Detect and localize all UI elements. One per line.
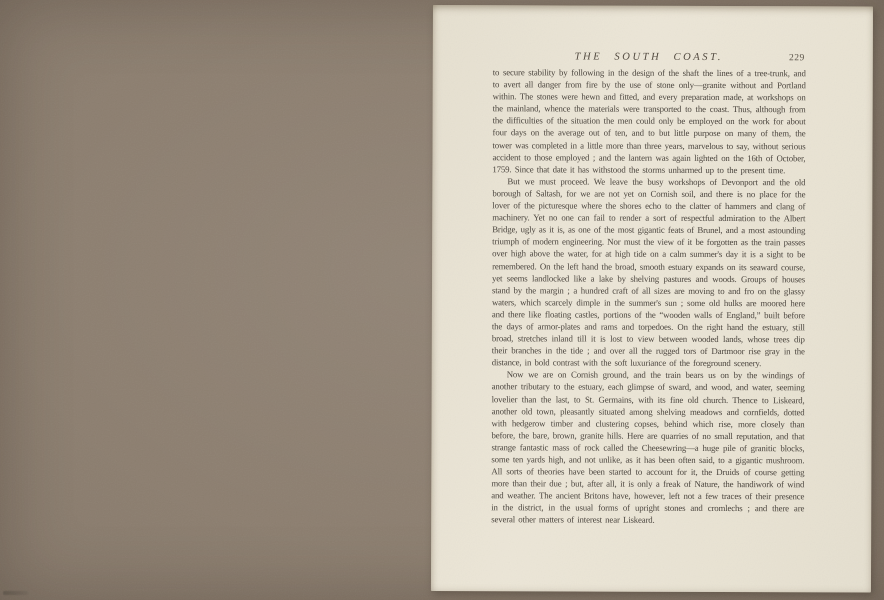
page-header bbox=[493, 51, 805, 67]
book-page bbox=[431, 5, 873, 593]
running-title: THE SOUTH COAST. bbox=[574, 51, 724, 64]
paragraph-continuation: to secure stability by following in the design of the shaft the lines of a tree-trunk, and to avert all danger from fire by the use of stone only—granite without and Portland within. The stones were hewn and fitted, and every preparation made, at workshops on the mainland, whence the materials were transported to the coast. Thus, although from the difficulties of the situation the men could only be employed on the work for about four days on the average out of ten, and to but little purpose on many of them, the tower was completed in a little more than three years, marvelous to say, without serious accident to those employed ; and the lantern was again lighted on the 16th of October, 1759. Since that date it has withstood the storms unharmed up to the present time. bbox=[492, 67, 806, 175]
page-number: 229 bbox=[789, 53, 805, 64]
corner-mark bbox=[3, 591, 28, 595]
paragraph: But we must proceed. We leave the busy workshops of Devonport and the old borough of Saltash, for we are not yet on Cornish soil, and there is no place for the lover of the picturesque where the shores echo to the clatter of hammers and clang of machinery. Yet no one can fail to render a sort of respectful admiration to the Albert Bridge, ugly as it is, as one of the most gigantic feats of Brunel, and a most astounding triumph of modern engineering. Nor must the view of it be forgotten as the train passes over high above the water, for at high tide on a calm summer's day it is a sight to be remembered. On the left hand the broad, smooth estuary expands on its seaward course, yet seems landlocked like a lake by shelving pastures and woods. Groups of houses stand by the margin ; a hundred craft of all sizes are moving to and fro on the glassy waters, which scarcely dimple in the summer's sun ; some old hulks are moored here and there like floating castles, portions of the “wooden walls of England,” built before the days of armor-plates and rams and torpedoes. On the right hand the estuary, still broad, stretches inland till it is lost to view between wooded lands, whose trees dip their branches in the tide ; and over all the rugged tors of Dartmoor rise gray in the distance, in bold contrast with the soft luxuriance of the foreground scenery. bbox=[491, 176, 806, 369]
paragraph: Now we are on Cornish ground, and the train bears us on by the windings of another tributary to the estuary, each glimpse of sward, and wood, and water, seeming lovelier than the last, to St. Germains, with its fine old church. Thence to Liskeard, another old town, pleasantly situated among shelving meadows and cornfields, dotted with hedgerow timber and clustering copses, behind which rise, more closely than before, the bare, brown, granite hills. Here are quarries of no small reputation, and that strange fantastic mass of rock called the Cheesewring—a huge pile of granitic blocks, some ten yards high, and not unlike, as it has been often said, to a gigantic mushroom. All sorts of theories have been started to account for it, the Druids of course getting more than their due ; but, after all, it is only a freak of Nature, the handiwork of wind and weather. The ancient Britons have, however, left not a few traces of their presence in the district, in the usual forms of upright stones and cromlechs ; and there are several other matters of interest near Liskeard. bbox=[491, 369, 805, 526]
text-block bbox=[491, 66, 806, 527]
